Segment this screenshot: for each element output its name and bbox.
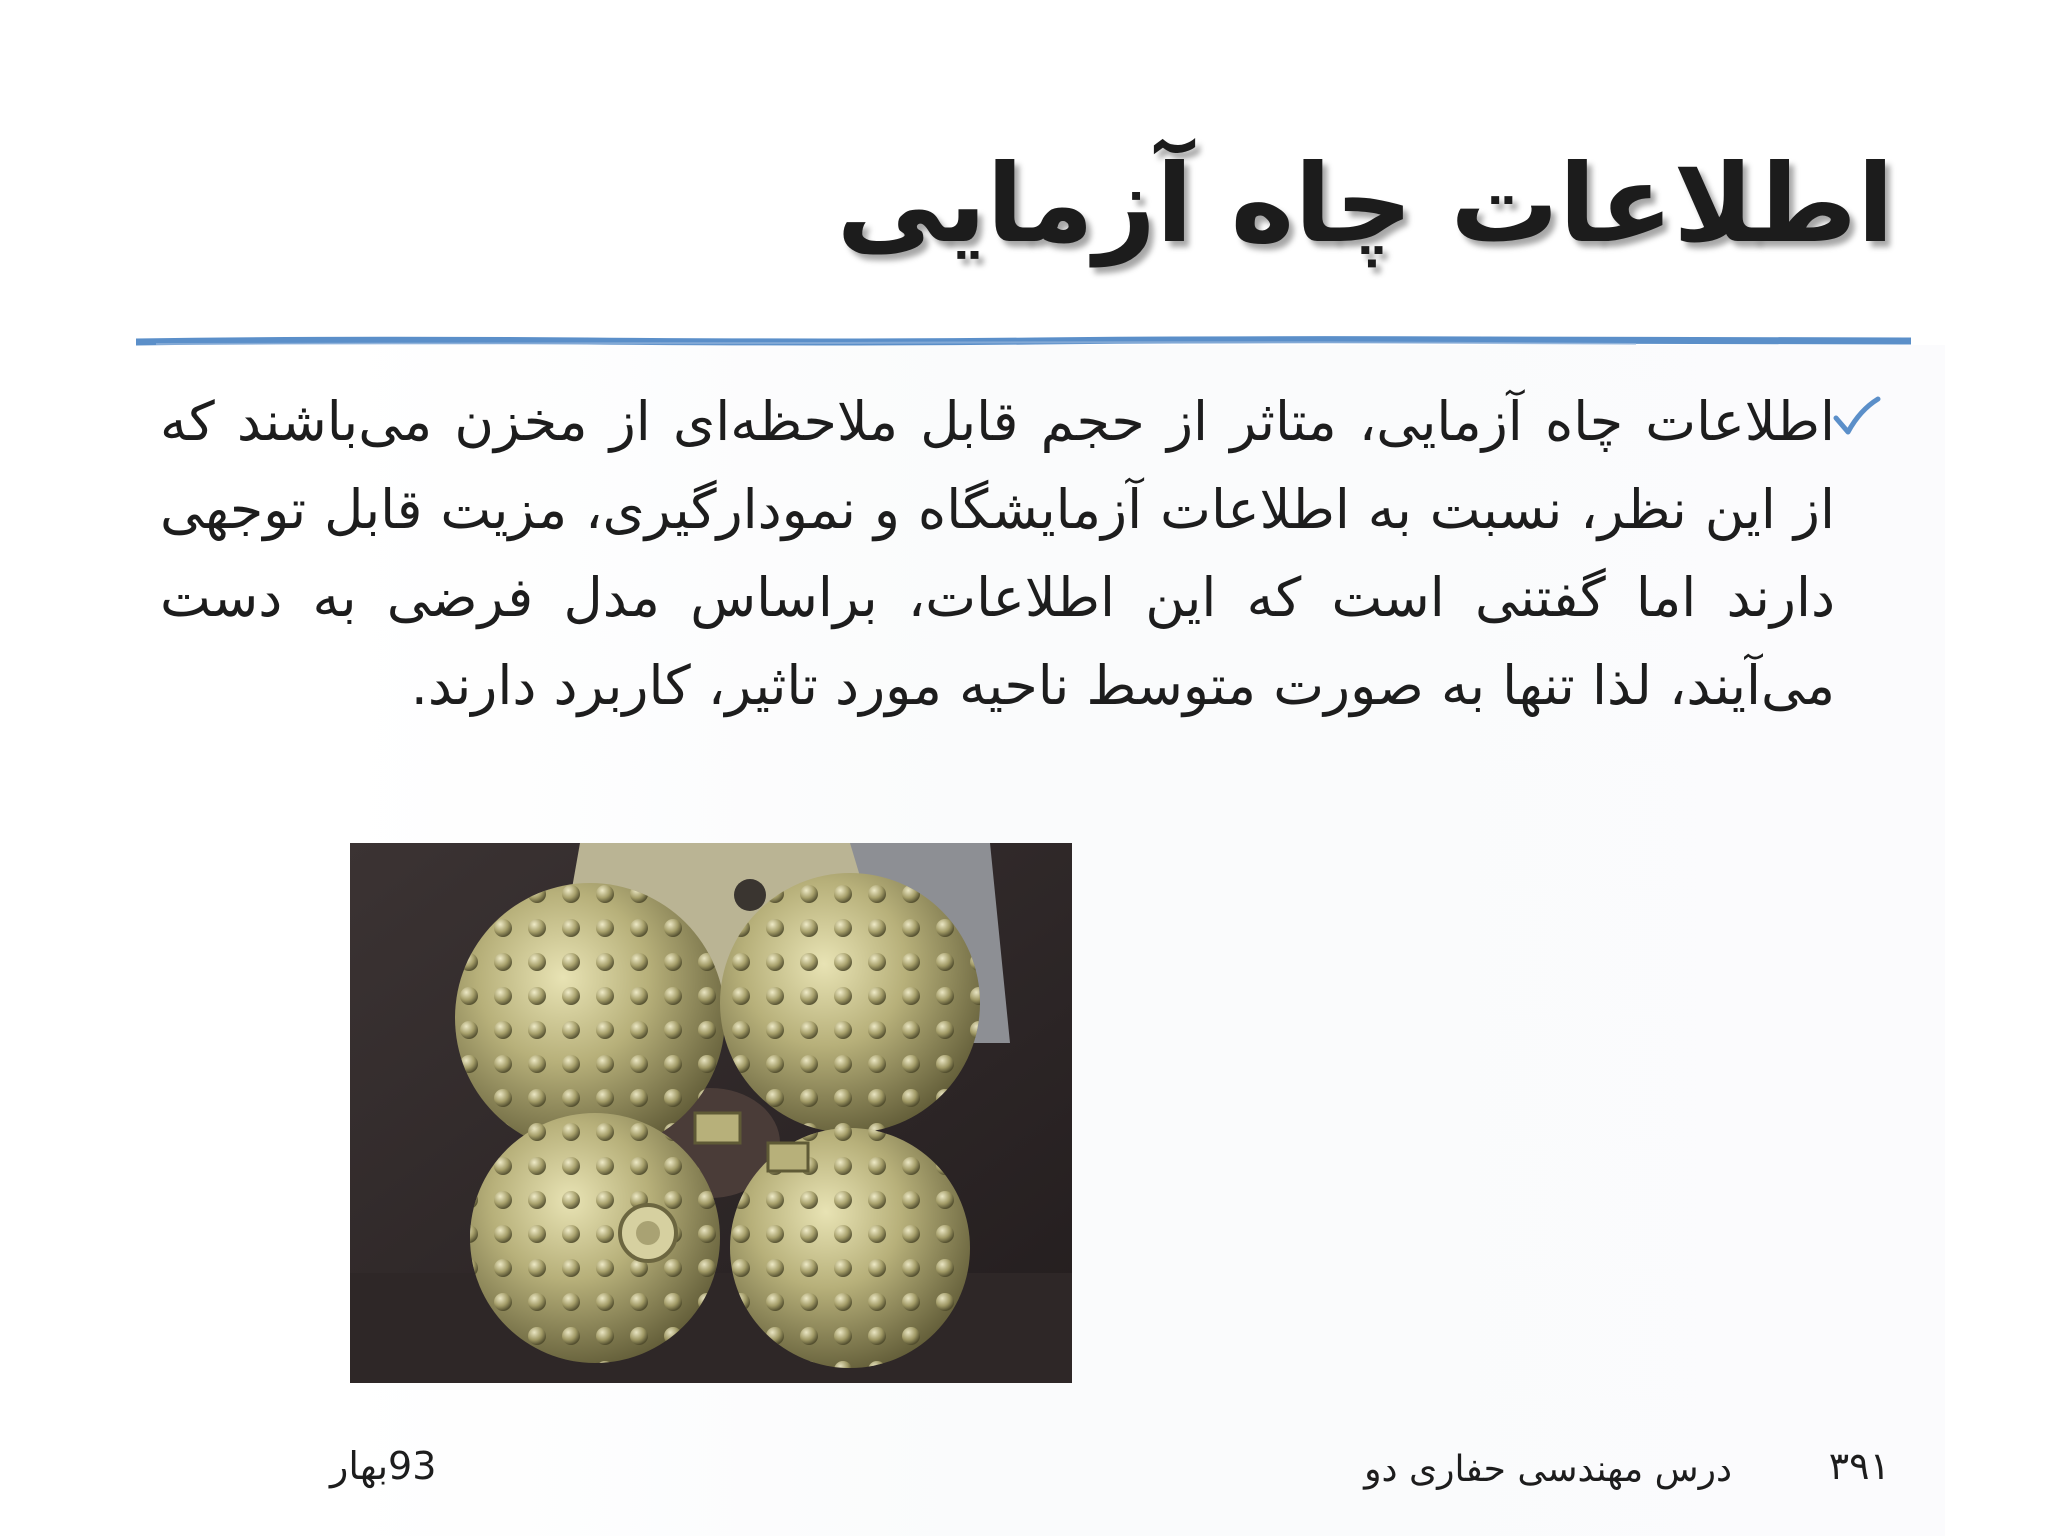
- tricone-bit-image: [350, 843, 1072, 1383]
- footer-course-title: درس مهندسی حفاری دو: [1364, 1449, 1732, 1490]
- drill-bit-photo: [350, 843, 1072, 1383]
- footer-season: 93بهار: [330, 1444, 437, 1488]
- checkmark-icon: [1832, 396, 1882, 440]
- bullet-text: اطلاعات چاه آزمایی، متاثر از حجم قابل ملاحظه‌ای از مخزن می‌باشند که از این نظر، نسبت به اطلاعات آزمایشگاه و نمودارگیری، مزیت قابل توجهی دارند اما گفتنی است که این اطلاعات، براساس مدل فرضی به دست می‌آیند، لذا تنها به صورت متوسط ناحیه مورد تاثیر، کاربرد دارند.: [160, 390, 1835, 717]
- slide-title: اطلاعات چاه آزمایی: [836, 142, 1894, 267]
- title-divider: [136, 336, 1911, 348]
- slide-number: ۳۹۱: [1828, 1444, 1890, 1488]
